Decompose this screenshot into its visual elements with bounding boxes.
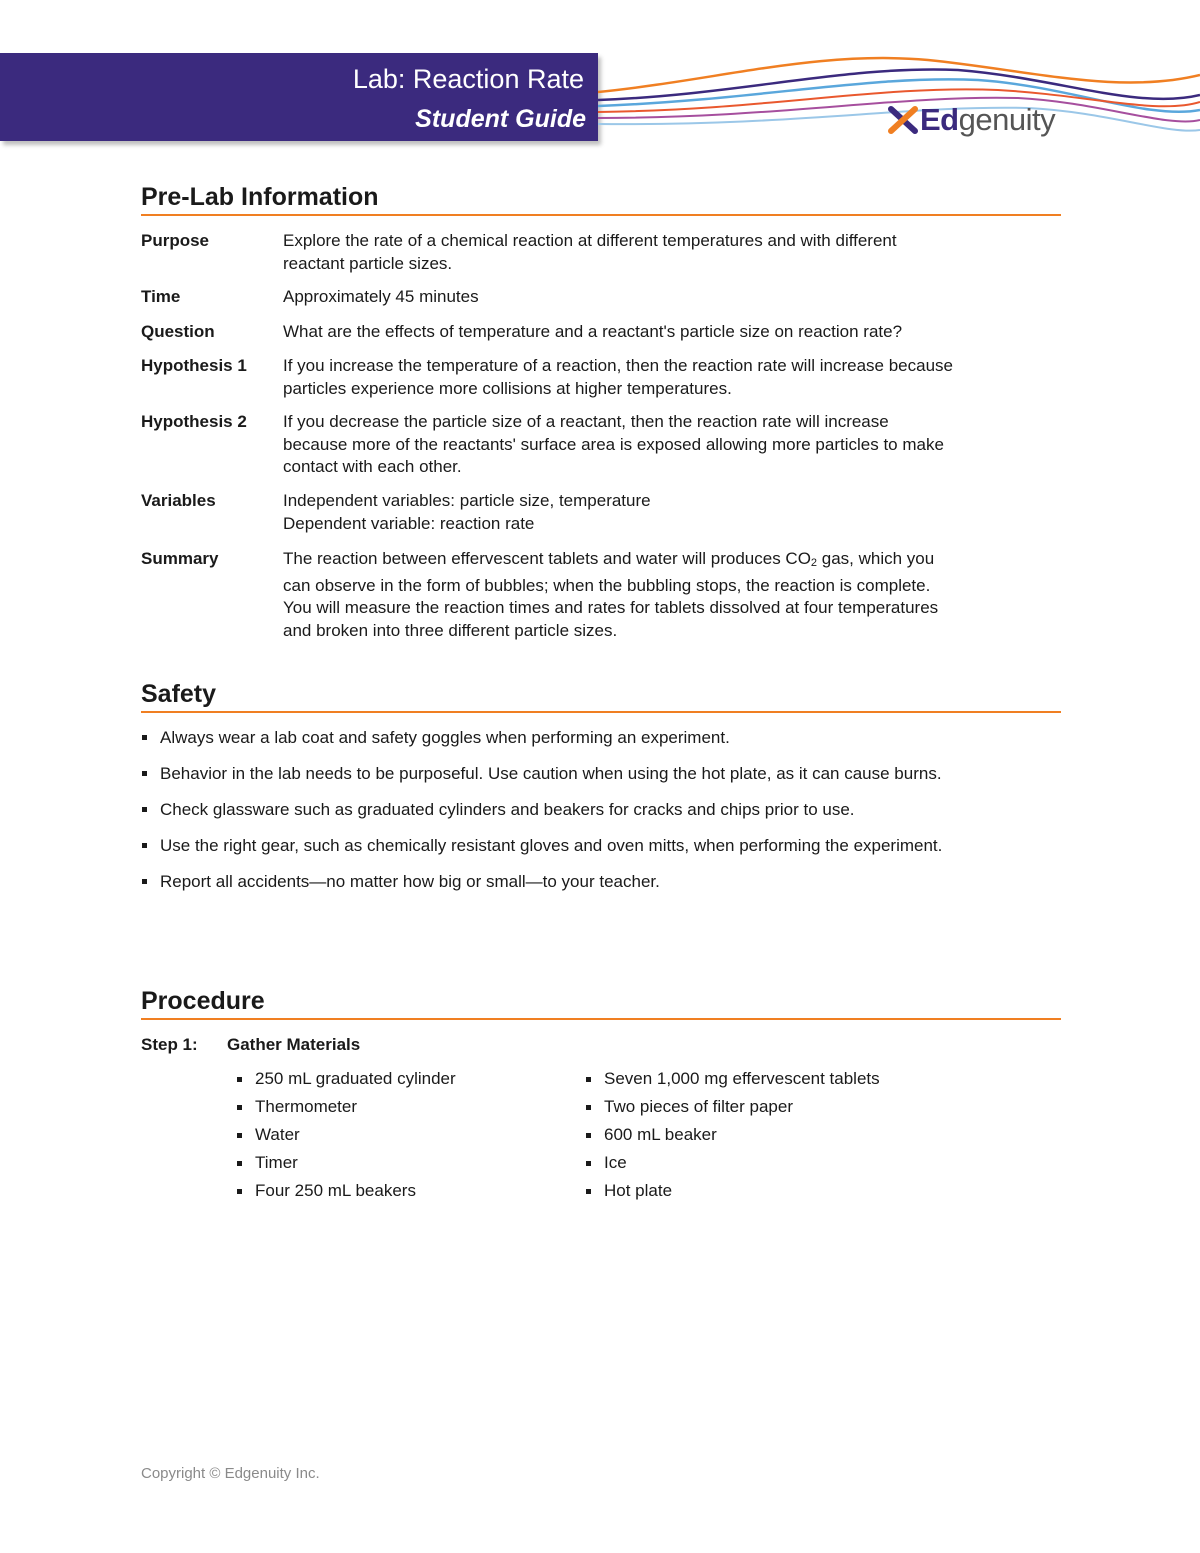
info-label: Variables (141, 491, 216, 510)
title-banner (0, 53, 598, 141)
info-line: contact with each other. (283, 457, 462, 476)
safety-item: Behavior in the lab needs to be purposeful. Use caution when using the hot plate, as it can cause burns. (141, 762, 1040, 786)
info-line: If you increase the temperature of a reaction, then the reaction rate will increase because (283, 356, 953, 375)
prelab-heading: Pre-Lab Information (141, 183, 1061, 216)
document-title: Lab: Reaction Rate (352, 64, 584, 94)
material-item: 250 mL graduated cylinder (237, 1065, 456, 1093)
summary-subscript: 2 (810, 557, 818, 569)
material-item: Two pieces of filter paper (586, 1093, 880, 1121)
safety-item: Always wear a lab coat and safety goggles when performing an experiment. (141, 726, 1041, 750)
procedure-heading: Procedure (141, 987, 1061, 1020)
info-value (283, 286, 1073, 309)
info-line: Dependent variable: reaction rate (283, 513, 535, 533)
safety-heading: Safety (141, 680, 1061, 713)
summary-text-a: The reaction between effervescent tablets and water will produces CO (283, 549, 811, 568)
material-item: Hot plate (586, 1177, 880, 1205)
step-number: Step 1: (141, 1035, 198, 1054)
logo-wordmark (920, 102, 1055, 138)
info-line: Independent variables: particle size, temperature (283, 491, 651, 510)
info-label: Hypothesis 2 (141, 412, 247, 431)
info-line (283, 548, 1073, 575)
materials-list-left (237, 1065, 456, 1205)
logo-prefix: Ed (920, 102, 959, 137)
safety-item: Report all accidents—no matter how big or small—to your teacher. (141, 870, 1041, 894)
material-item: Ice (586, 1149, 880, 1177)
logo-suffix: genuity (958, 102, 1056, 137)
summary-text-b: gas, which you (817, 549, 935, 568)
material-item: Four 250 mL beakers (237, 1177, 456, 1205)
info-value (283, 490, 1073, 535)
materials-list-right (586, 1065, 880, 1205)
info-value (283, 230, 1073, 275)
material-item: Water (237, 1121, 456, 1149)
info-value (283, 321, 1073, 344)
info-line: Approximately 45 minutes (283, 287, 479, 306)
info-line: particles experience more collisions at higher temperatures. (283, 378, 732, 398)
edgenuity-logo (888, 100, 1055, 140)
step-1-title (141, 1035, 360, 1055)
edgenuity-x-icon (888, 105, 918, 135)
document-subtitle: Student Guide (415, 105, 586, 133)
info-value (283, 411, 1073, 479)
info-line: If you decrease the particle size of a reactant, then the reaction rate will increase (283, 412, 889, 431)
info-line: because more of the reactants' surface area is exposed allowing more particles to make (283, 434, 944, 454)
material-item: Thermometer (237, 1093, 456, 1121)
info-value (283, 548, 1073, 642)
step-label: Gather Materials (227, 1035, 361, 1054)
material-item: Seven 1,000 mg effervescent tablets (586, 1065, 880, 1093)
info-line: and broken into three different particle sizes. (283, 620, 618, 640)
info-label: Hypothesis 1 (141, 356, 247, 375)
info-label: Time (141, 287, 181, 306)
copyright-footer: Copyright © Edgenuity Inc. (141, 1465, 320, 1482)
safety-list (141, 726, 1041, 906)
info-label: Question (141, 322, 215, 341)
safety-item: Check glassware such as graduated cylinders and beakers for cracks and chips prior to use. (141, 798, 1041, 822)
info-line: What are the effects of temperature and a reactant's particle size on reaction rate? (283, 322, 903, 341)
info-line: You will measure the reaction times and rates for tablets dissolved at four temperatures (283, 598, 939, 617)
info-line: can observe in the form of bubbles; when the bubbling stops, the reaction is complete. (283, 575, 931, 595)
info-line: reactant particle sizes. (283, 253, 453, 273)
info-value (283, 355, 1073, 400)
material-item: Timer (237, 1149, 456, 1177)
info-line: Explore the rate of a chemical reaction at different temperatures and with different (283, 231, 897, 250)
material-item: 600 mL beaker (586, 1121, 880, 1149)
info-label: Purpose (141, 231, 210, 250)
info-label: Summary (141, 549, 219, 568)
safety-item: Use the right gear, such as chemically resistant gloves and oven mitts, when performing the experiment. (141, 834, 1000, 858)
